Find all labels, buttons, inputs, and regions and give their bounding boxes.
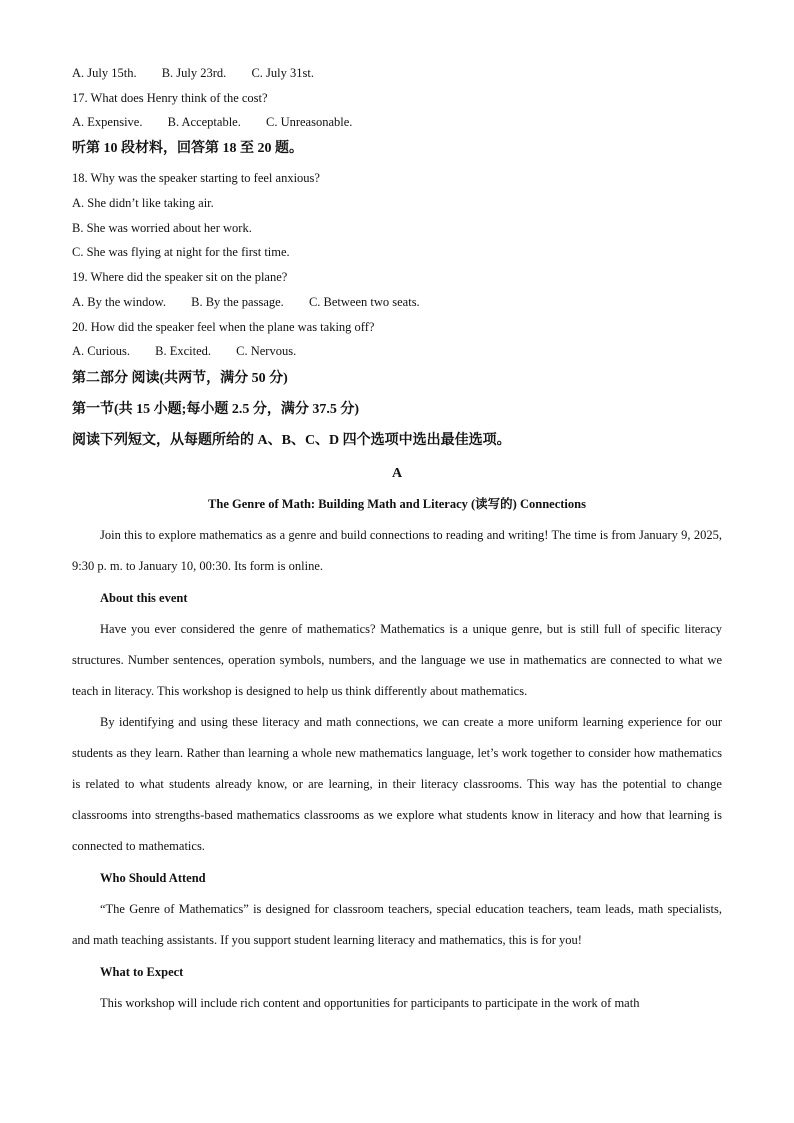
q17-options <box>72 114 352 130</box>
reading-instruction: 阅读下列短文，从每题所给的 A、B、C、D 四个选项中选出最佳选项。 <box>72 433 511 448</box>
q16-option-c: C. July 31st. <box>251 66 314 80</box>
part2-heading: 第二部分 阅读(共两节，满分 50 分) <box>72 371 288 386</box>
q18-option-b: B. She was worried about her work. <box>72 221 252 235</box>
passage-letter: A <box>391 466 403 481</box>
q17-option-b: B. Acceptable. <box>167 115 241 129</box>
section10-heading: 听第 10 段材料，回答第 18 至 20 题。 <box>72 141 303 156</box>
q20-options <box>72 343 296 359</box>
expect-heading: What to Expect <box>100 965 184 979</box>
q20-option-a: A. Curious. <box>72 344 130 358</box>
q16-options <box>72 65 314 81</box>
q19-option-b: B. By the passage. <box>191 295 284 309</box>
q19-question: 19. Where did the speaker sit on the plane? <box>72 270 288 284</box>
passage-intro: Join this to explore mathematics as a genre and build connections to reading and writing! The time is from January 9, 2025, 9:30 p. m. to January 10, 00:30. Its form is online. <box>72 528 722 573</box>
about-paragraph-2: By identifying and using these literacy and math connections, we can create a more uniform learning experience for our students as they learn. Rather than learning a whole new mathematics language, let’s work together to consider how mathematics is related to what students already know, or are learning, in their literacy classrooms. This way has the potential to change classrooms into strengths-based mathematics classrooms as we explore what students know in literacy and how that learning is connected to mathematics. <box>72 715 722 853</box>
q18-question: 18. Why was the speaker starting to feel anxious? <box>72 171 320 185</box>
passage-title: The Genre of Math: Building Math and Literacy (读写的) Connections <box>208 497 586 511</box>
about-heading: About this event <box>100 591 188 605</box>
q16-option-b: B. July 23rd. <box>161 66 227 80</box>
q17-option-a: A. Expensive. <box>72 115 143 129</box>
q20-option-b: B. Excited. <box>155 344 212 358</box>
who-paragraph: “The Genre of Mathematics” is designed for classroom teachers, special education teachers, team leads, math specialists, and math teaching assistants. If you support student learning literacy and mathematics, this is for you! <box>72 902 722 947</box>
about-paragraph-1: Have you ever considered the genre of mathematics? Mathematics is a unique genre, but is still full of specific literacy structures. Number sentences, operation symbols, numbers, and the language we use in mathematics are connected to what we teach in literacy. This workshop is designed to help us think differently about mathematics. <box>72 622 722 698</box>
q17-option-c: C. Unreasonable. <box>265 115 353 129</box>
expect-paragraph: This workshop will include rich content and opportunities for participants to participate in the work of math <box>100 996 640 1010</box>
q18-option-c: C. She was flying at night for the first time. <box>72 245 290 259</box>
q19-option-a: A. By the window. <box>72 295 166 309</box>
q20-question: 20. How did the speaker feel when the plane was taking off? <box>72 320 375 334</box>
q20-option-c: C. Nervous. <box>236 344 297 358</box>
q16-option-a: A. July 15th. <box>72 66 137 80</box>
q19-options <box>72 294 420 310</box>
q17-question: 17. What does Henry think of the cost? <box>72 91 268 105</box>
who-heading: Who Should Attend <box>100 871 206 885</box>
q18-option-a: A. She didn’t like taking air. <box>72 196 214 210</box>
q19-option-c: C. Between two seats. <box>308 295 420 309</box>
section1-heading: 第一节(共 15 小题;每小题 2.5 分，满分 37.5 分) <box>72 402 359 417</box>
